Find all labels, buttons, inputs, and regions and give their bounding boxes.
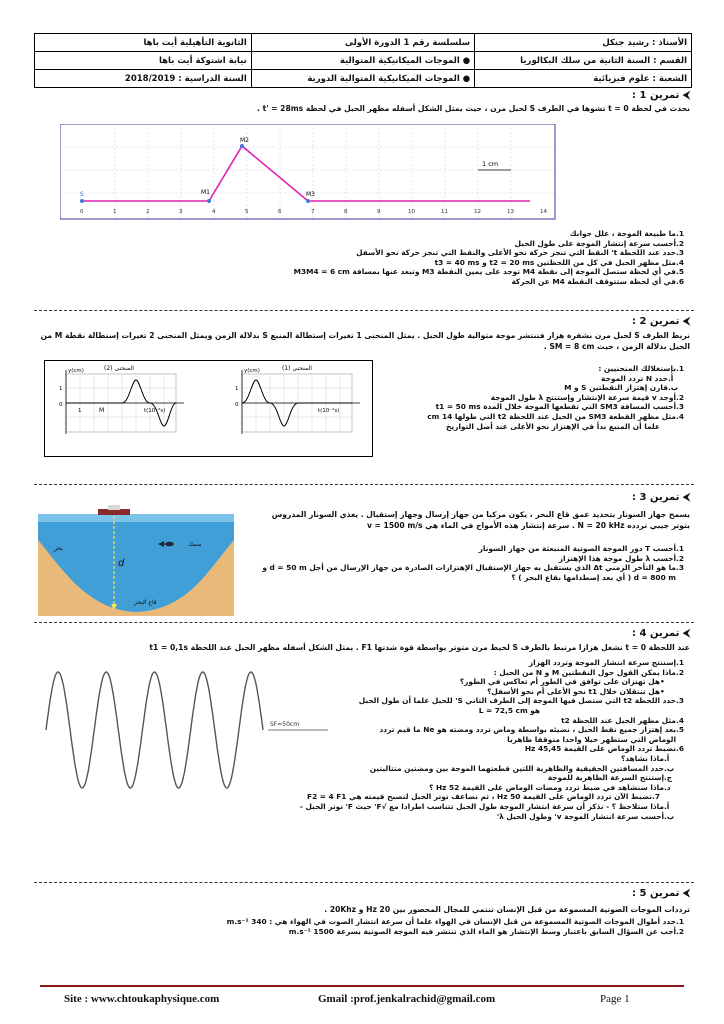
list-item: 2.أحسب λ طول موجة هذا الإهتزاز: [558, 553, 684, 563]
header-branch: الشعبة : علوم فيزيائية: [475, 70, 692, 88]
list-item: 5.في أي لحظة ستصل الموجة إلى نقطة M4 توجد على يمين النقطة M3 وتبعد عنها بمسافة M3M4 = 6 cm: [293, 267, 684, 277]
svg-text:سمك: سمك: [188, 541, 202, 548]
exercise-2-title: ⮜ تمرين 2 :: [632, 316, 690, 327]
exercise-5-questions: [227, 917, 690, 936]
list-item: 1.بإستغلالك المنحنيين :: [598, 364, 684, 373]
point-label-m1: M1: [201, 189, 210, 196]
svg-text:7: 7: [311, 209, 315, 215]
list-item: d = 800 m ( أي بعد إصطدامها بقاع البحر ) ؟: [511, 572, 676, 582]
list-item: ب.أحسب سرعة انتشار الموجة v' وطول الحبل λ': [496, 811, 675, 821]
list-item: الوماض التي ستظهر حبلا واحدا متوقفا ظاهريا: [507, 734, 676, 744]
arrow-icon: ⮜: [679, 888, 690, 899]
list-item: 6.في أي لحظة ستتوقف النقطة M4 عن الحركة: [511, 276, 684, 286]
list-item: علما أن المنبع بدأ في الإهتزاز نحو الأعلى عند أصل التواريخ: [446, 421, 660, 431]
list-item: ب.حدد المسافتين الحقيقية والظاهرية اللتين قطعتهما الموجة بين ومضتين متتاليتين: [369, 763, 675, 773]
exercise-2-intro: نربط الطرف S لحبل مرن بشفرة هزاز فتنتشر موجة متوالية طول الحبل . يمثل المنحنى 1 تغيرات إستطالة المنبع S بدلالة الزمن ويمثل المنحنى 2 تغيرات إستطالة نقطة M من الحبل بدلالة الزمن ، حيث SM = 8 cm .: [40, 331, 690, 351]
list-item: 3.أحسب المسافة SM3 التي تقطعها الموجة خلال المدة t1 = 50 ms: [435, 402, 684, 412]
header-series: سلسلسة رقم 1 الدورة الأولى: [251, 34, 474, 52]
point-label-s: S: [80, 191, 84, 198]
exercise-4-intro: عند اللحظة t = 0 نشغل هزازا مرتبط بالطرف S لخيط مرن متوتر بواسطة قوة شدتها F1 . يمثل الشكل أسفله مظهر الحبل عند اللحظة t1 = 0,1s: [149, 643, 690, 652]
list-item: أ.ماذا ستلاحظ ؟ - نذكر أن سرعة انتشار الموجة طول الحبل تتناسب اطرادا مع √F' حيث F' توتر الحبل -: [299, 801, 670, 811]
svg-text:0: 0: [59, 402, 63, 408]
svg-text:0: 0: [235, 402, 239, 408]
list-item: أ.ماذا نشاهد؟: [620, 753, 670, 763]
header-table: [34, 33, 692, 88]
list-item: 7.نضبط الآن تردد الوماض على القيمة 50 Hz ، ثم نضاعف توتر الحبل لتصبح قيمته هي F2 = 4 F1: [307, 792, 660, 802]
svg-text:المنحنى (2): المنحنى (2): [104, 365, 134, 372]
svg-text:المنحنى (1): المنحنى (1): [282, 365, 312, 372]
svg-text:13: 13: [507, 209, 514, 215]
list-item: 3.حدد عند اللحظة t' النقط التي تنجز حركة نحو الأعلى والنقط التي تنجز حركة نحو الأسفل: [356, 248, 684, 258]
sonar-figure: [38, 500, 234, 616]
arrow-icon: ⮜: [679, 316, 690, 327]
footer-site[interactable]: Site : www.chtoukaphysique.com: [64, 993, 220, 1005]
list-item: ب.قارن إهتزاز النقطتين S و M: [564, 383, 679, 393]
svg-text:1: 1: [59, 386, 63, 392]
exercise-5-title: ⮜ تمرين 5 :: [632, 888, 690, 899]
list-item: 1.إستنتج سرعة انتشار الموجة وتردد الهزاز: [528, 658, 684, 667]
header-level: القسم : السنة الثانية من سلك البكالوريا: [475, 52, 692, 70]
exercise-4-title: ⮜ تمرين 4 :: [632, 628, 690, 639]
list-item: 4.مثل مظهر القطعة SM3 من الحبل عند اللحظة t2 التي طولها 14 cm: [427, 411, 684, 421]
svg-text:3: 3: [179, 209, 183, 215]
list-item: 2.ماذا يمكن القول حول النقطتين M و N من الحبل :: [493, 667, 684, 677]
svg-text:1: 1: [113, 209, 117, 215]
header-topic2: ● الموجات الميكانيكية المتوالية الدورية: [251, 70, 474, 88]
header-teacher: الأستاذ : رشيد جنكل: [475, 34, 692, 52]
arrow-icon: ⮜: [679, 492, 690, 503]
exercise-3-questions: [262, 544, 690, 582]
list-item: د.ماذا سنشاهد في ضبط تردد ومضات الوماض على القيمة 52 Hz ؟: [429, 782, 671, 792]
scale-label: 1 cm: [482, 160, 499, 168]
exercise-4-questions: [300, 658, 690, 821]
exercise-1-intro: نحدث في لحظة t = 0 تشوها في الطرف S لحبل مرن ، حيث يمثل الشكل أسفله مظهر الحبل في لحظة t' = 28ms .: [257, 104, 690, 113]
divider: [34, 622, 694, 623]
list-item: هو L = 72,5 cm: [478, 705, 540, 715]
list-item: 2.أجب عن السؤال السابق باعتبار وسط الإنتشار هو الماء الذي تنتشر فيه الموجة الصوتية بسرعة 1500 m.s⁻¹: [288, 926, 684, 936]
svg-text:1: 1: [235, 386, 239, 392]
list-item: 1.أحسب T دور الموجة الصوتية المنبعثة من جهاز السونار: [478, 544, 684, 553]
svg-text:بحر: بحر: [54, 545, 63, 552]
sine-rope-figure: [38, 660, 338, 800]
figure-label: SF=50cm: [270, 721, 300, 728]
list-item: 6.نضبط تردد الوماض على القيمة 45,45 Hz: [524, 744, 684, 754]
footer-page: Page 1: [600, 993, 630, 1005]
list-item: 3.حدد اللحظة t2 التي ستصل فيها الموجة إلى الطرف الثاني S' للحبل علما أن طول الحبل: [358, 696, 684, 706]
svg-text:6: 6: [278, 209, 282, 215]
svg-text:12: 12: [474, 209, 481, 215]
svg-text:4: 4: [212, 209, 216, 215]
list-item: 3.ما هو التأخر الزمني Δt الذي يستقبل به جهاز الإستقبال الإهتزازات الصادرة من جهاز الإرسال من أجل d = 50 m و: [262, 563, 684, 573]
svg-text:9: 9: [377, 209, 381, 215]
sine-wave: [46, 672, 263, 788]
header-year: السنة الدراسية : 2018/2019: [35, 70, 252, 88]
depth-label: d: [118, 558, 125, 569]
exercise-1-title: ⮜ تمرين 1 :: [632, 90, 690, 101]
list-item: •هل تهتزان على توافق في الطور أم تعاكس في الطور؟: [459, 677, 665, 687]
list-item: 1.حدد أطوال الموجات الصوتية المسموعة من قبل الإنسان في الهواء علما أن سرعة انتشار الصوت في الهواء هي : 340 m.s⁻¹: [226, 917, 684, 926]
list-item: 1.ما طبيعة الموجة ، علل جوابك: [569, 229, 684, 238]
svg-text:1: 1: [78, 408, 82, 414]
divider: [34, 310, 694, 311]
arrow-icon: ⮜: [679, 628, 690, 639]
svg-text:t(10⁻²s): t(10⁻²s): [318, 408, 340, 414]
point-label-m: M: [99, 407, 105, 414]
point-label-m2: M2: [240, 137, 249, 144]
divider: [34, 882, 694, 883]
svg-text:10: 10: [408, 209, 415, 215]
svg-text:قاع البحر: قاع البحر: [134, 599, 157, 606]
list-item: 2.أحسب سرعة إنتشار الموجة على طول الحبل: [514, 238, 684, 248]
list-item: أ.حدد N تردد الموجة: [601, 373, 674, 383]
svg-text:11: 11: [441, 209, 448, 215]
header-topic1: ● الموجات الميكانيكية المتوالية: [251, 52, 474, 70]
divider: [34, 484, 694, 485]
svg-text:5: 5: [245, 209, 249, 215]
rope-figure-1: [60, 124, 560, 224]
svg-text:14: 14: [540, 209, 547, 215]
point-label-m3: M3: [306, 191, 315, 198]
svg-text:y(cm): y(cm): [244, 368, 260, 374]
svg-text:2: 2: [146, 209, 150, 215]
exercise-1-questions: [294, 229, 690, 287]
exercise-2-questions: [427, 364, 690, 431]
header-directorate: نيابة اشتوكة أيت باها: [35, 52, 252, 70]
footer-gmail[interactable]: Gmail :prof.jenkalrachid@gmail.com: [318, 993, 496, 1005]
list-item: •هل تنتقلان خلال t1 نحو الأعلى أم نحو الأسفل؟: [487, 686, 665, 696]
svg-text:y(cm): y(cm): [68, 368, 84, 374]
svg-text:8: 8: [344, 209, 348, 215]
header-school: الثانوية التأهيلية أيت باها: [35, 34, 252, 52]
list-item: 2.أوجد v قيمة سرعة الإنتشار وإستنتج λ طول الموجة: [490, 392, 684, 402]
exercise-5-intro: ترددات الموجات الصوتية المسموعة من قبل الإنسان تنتمي للمجال المحصور بين 20 Hz و 20Khz .: [324, 905, 690, 914]
exercise-3-intro: يسمح جهاز السونار بتحديد عمق قاع البحر ، يكون مركبا من جهاز إرسال وجهاز إستقبال . يغذي السونار المدروس بتوتر جيبي تردده N = 20 kHz . سرعة إنتشار هذه الأمواج في الماء هي v = 1500 m/s: [271, 510, 690, 530]
svg-text:t(10⁻²s): t(10⁻²s): [144, 408, 166, 414]
arrow-icon: ⮜: [679, 90, 690, 101]
list-item: ج.إستنتج السرعة الظاهرية للموجة: [547, 773, 673, 783]
list-item: 5.بعد إهتزاز جميع نقط الحبل ، نضيئه بواسطة وماض تردد ومضته هو Ne ما قيم تردد: [379, 725, 684, 735]
oscillogram-figure: [44, 360, 374, 458]
list-item: 4.مثل مظهر الحبل في كل من اللحظتين t2 = 20 ms و t3 = 40 ms: [434, 257, 684, 267]
svg-text:0: 0: [80, 209, 84, 215]
exercise-3-title: ⮜ تمرين 3 :: [632, 492, 690, 503]
list-item: 4.مثل مظهر الحبل عند اللحظة t2: [561, 715, 684, 725]
footer-rule: [40, 985, 684, 987]
